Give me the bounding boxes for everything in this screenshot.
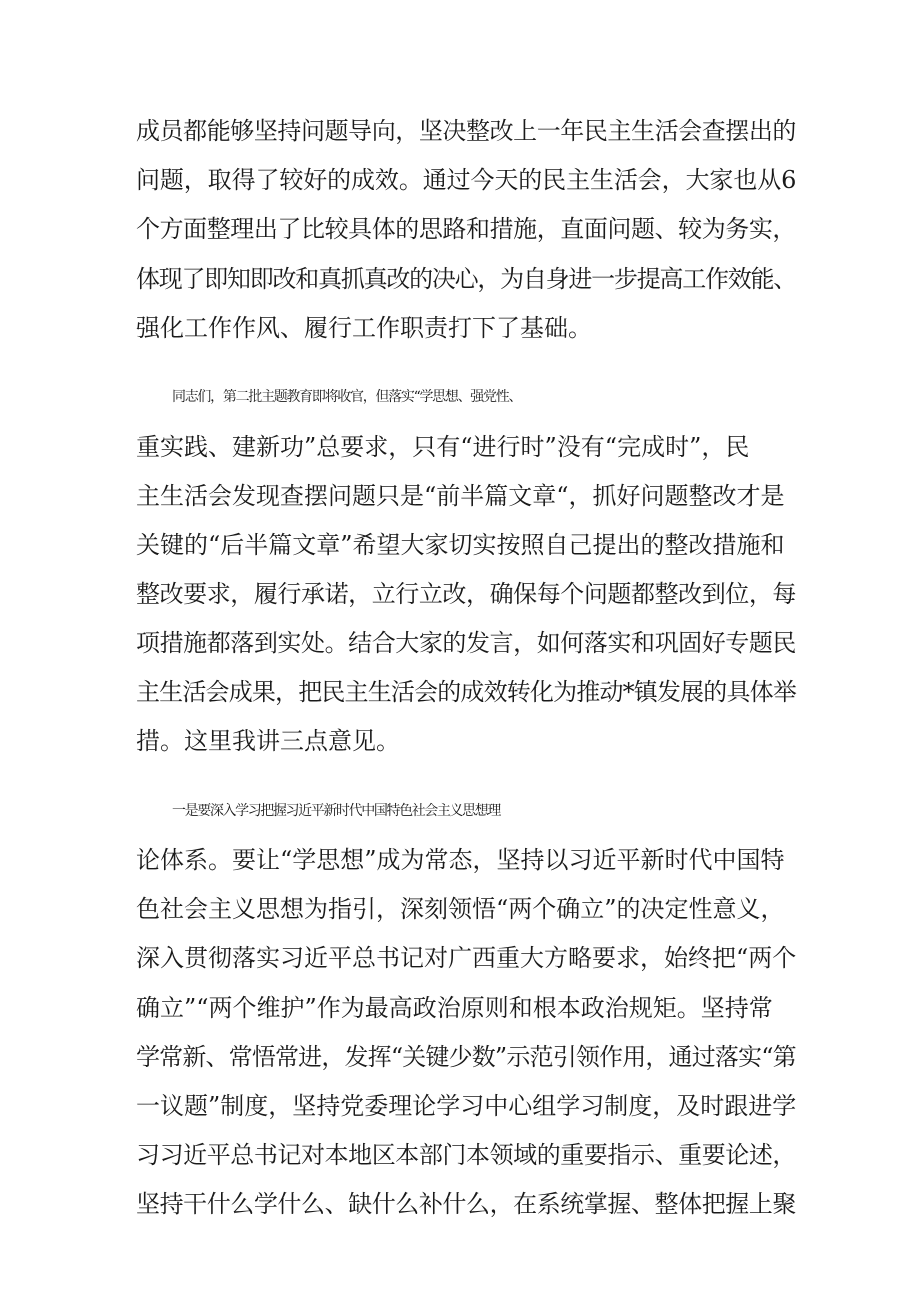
text-line: 关键的“后半篇文章”希望大家切实按照自己提出的整改措施和 bbox=[136, 531, 785, 559]
paragraph-first-line: 一是要深入学习把握习近平新时代中国特色社会主义思想理 bbox=[172, 803, 500, 819]
text-line: 习习近平总书记对本地区本部门本领域的重要指示、重要论述， bbox=[136, 1141, 796, 1169]
text-line: 坚持干什么学什么、缺什么补什么，在系统掌握、整体把握上聚 bbox=[136, 1190, 796, 1218]
text-line: 问题，取得了较好的成效。通过今天的民主生活会，大家也从6 bbox=[136, 166, 797, 194]
text-line: 学常新、常悟常进，发挥“关键少数”示范引领作用，通过落实“第 bbox=[136, 1043, 796, 1071]
text-line: 整改要求，履行承诺，立行立改，确保每个问题都整改到位，每 bbox=[136, 580, 796, 608]
text-line: 主生活会发现查摆问题只是“前半篇文章“，抓好问题整改才是 bbox=[136, 482, 785, 510]
text-line: 个方面整理出了比较具体的思路和措施，直面问题、较为务实， bbox=[136, 215, 796, 243]
text-line: 成员都能够坚持问题导向，坚决整改上一年民主生活会查摆出的 bbox=[136, 117, 796, 145]
text-line: 措。这里我讲三点意见。 bbox=[136, 727, 400, 755]
text-line: 确立”“两个维护”作为最高政治原则和根本政治规矩。坚持常 bbox=[136, 994, 773, 1022]
text-line: 重实践、建新功”总要求，只有“进行时”没有“完成时”，民 bbox=[136, 433, 750, 461]
text-line: 深入贯彻落实习近平总书记对广西重大方略要求，始终把“两个 bbox=[136, 944, 797, 972]
text-line: 主生活会成果，把民主生活会的成效转化为推动*镇发展的具体举 bbox=[136, 678, 796, 706]
text-line: 体现了即知即改和真抓真改的决心，为自身进一步提高工作效能、 bbox=[136, 265, 796, 293]
text-line: 色社会主义思想为指引，深刻领悟“两个确立”的决定性意义， bbox=[136, 895, 785, 923]
text-line: 项措施都落到实处。结合大家的发言，如何落实和巩固好专题民 bbox=[136, 629, 796, 657]
text-line: 论体系。要让“学思想”成为常态，坚持以习近平新时代中国特 bbox=[136, 846, 785, 874]
text-line: 强化工作作风、履行工作职责打下了基础。 bbox=[136, 314, 592, 342]
text-line: 一议题”制度，坚持党委理论学习中心组学习制度，及时跟进学 bbox=[136, 1092, 797, 1120]
paragraph-first-line: 同志们，第二批主题教育即将收官，但落实“学思想、强党性、 bbox=[172, 389, 522, 405]
